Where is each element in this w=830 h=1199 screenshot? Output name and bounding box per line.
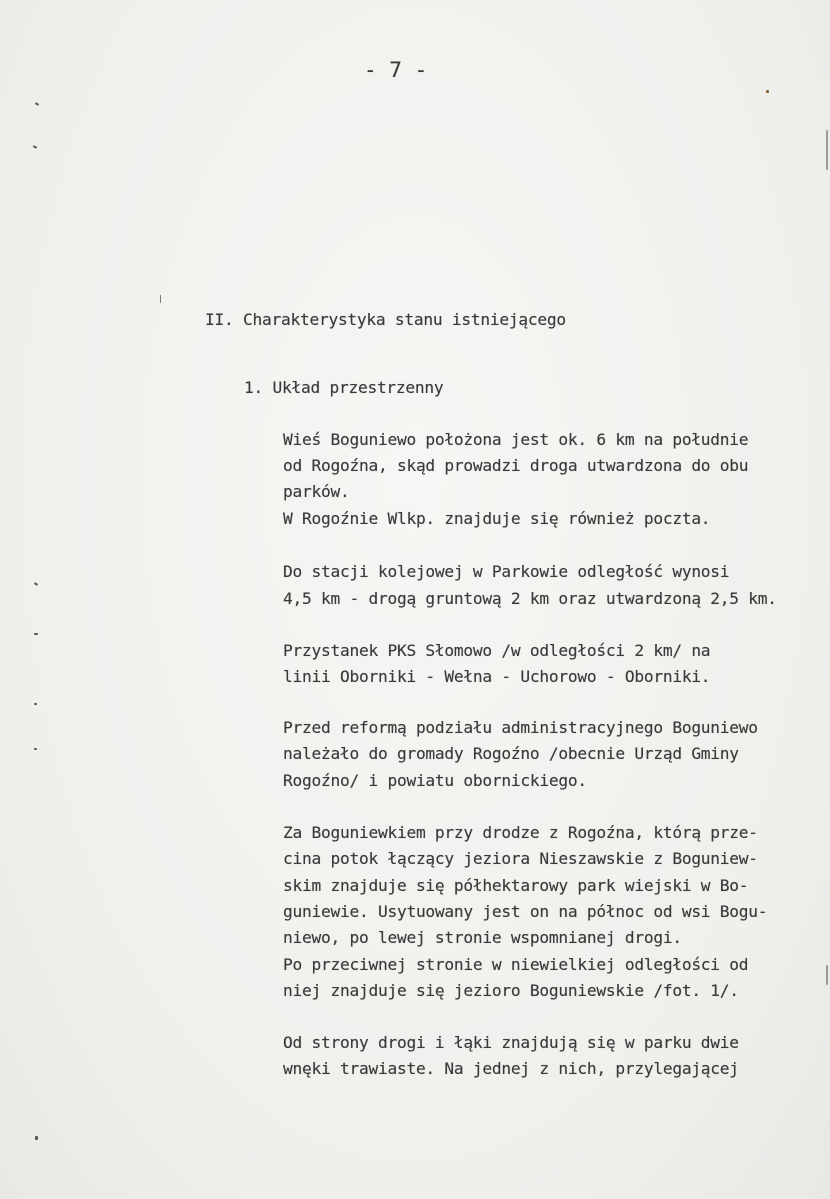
body-line: linii Oborniki - Wełna - Uchorowo - Oborniki. <box>283 667 711 686</box>
body-line: wnęki trawiaste. Na jednej z nich, przylegającej <box>283 1059 739 1078</box>
scan-speck <box>826 965 828 985</box>
scan-speck <box>160 295 161 303</box>
scan-speck <box>34 703 37 705</box>
body-line: Przed reformą podziału administracyjnego Boguniewo <box>283 718 758 737</box>
scan-speck <box>766 90 769 93</box>
body-line: Za Boguniewkiem przy drodze z Rogoźna, którą prze- <box>283 823 758 842</box>
body-line: od Rogoźna, skąd prowadzi droga utwardzona do obu <box>283 456 749 475</box>
body-line: W Rogoźnie Wlkp. znajduje się również poczta. <box>283 509 711 528</box>
body-line: niej znajduje się jezioro Boguniewskie /fot. 1/. <box>283 981 739 1000</box>
page-number: - 7 - <box>364 58 428 82</box>
body-line: 4,5 km - drogą gruntową 2 km oraz utwardzoną 2,5 km. <box>283 589 777 608</box>
scan-speck <box>33 145 37 149</box>
body-line: niewo, po lewej stronie wspomnianej drogi. <box>283 928 682 947</box>
body-line: Od strony drogi i łąki znajdują się w parku dwie <box>283 1033 739 1052</box>
body-line: skim znajduje się półhektarowy park wiejski w Bo- <box>283 876 749 895</box>
body-line: parków. <box>283 482 350 501</box>
body-line: należało do gromady Rogoźno /obecnie Urząd Gminy <box>283 744 739 763</box>
scan-speck <box>826 130 828 170</box>
scan-speck <box>35 102 39 106</box>
scan-speck <box>35 1136 38 1140</box>
body-line: Wieś Boguniewo położona jest ok. 6 km na południe <box>283 430 749 449</box>
scan-speck <box>34 582 38 586</box>
subsection-heading: 1. Układ przestrzenny <box>244 378 444 397</box>
body-line: Do stacji kolejowej w Parkowie odległość wynosi <box>283 562 730 581</box>
body-line: cina potok łączący jeziora Nieszawskie z Boguniew- <box>283 849 758 868</box>
body-line: guniewie. Usytuowany jest on na północ od wsi Bogu- <box>283 902 768 921</box>
body-line: Rogoźno/ i powiatu obornickiego. <box>283 771 587 790</box>
scan-speck <box>34 633 38 635</box>
body-line: Przystanek PKS Słomowo /w odległości 2 km/ na <box>283 641 711 660</box>
section-heading: II. Charakterystyka stanu istniejącego <box>205 310 566 329</box>
scan-speck <box>34 748 37 750</box>
body-line: Po przeciwnej stronie w niewielkiej odległości od <box>283 955 749 974</box>
